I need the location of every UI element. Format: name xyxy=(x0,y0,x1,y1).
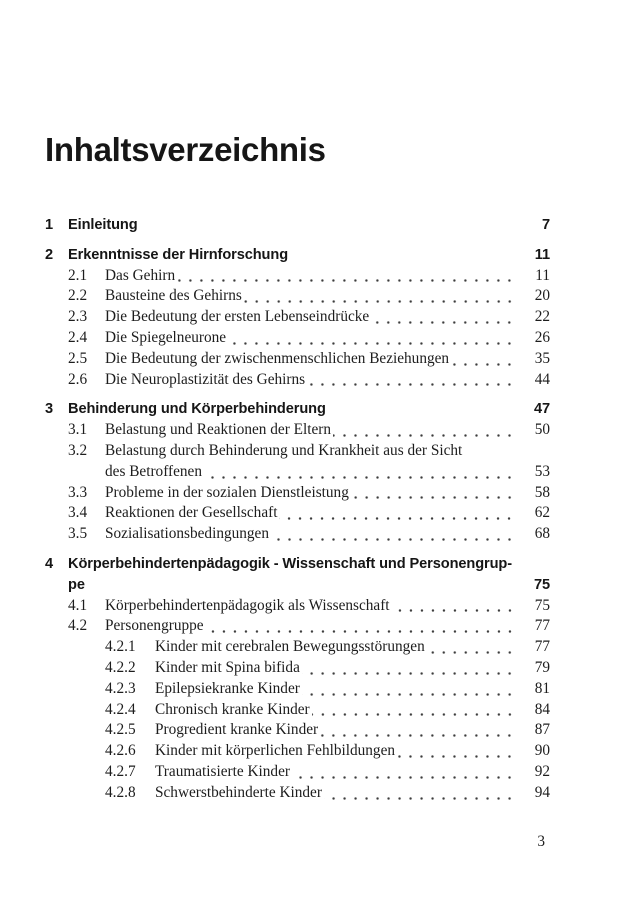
subsection-number: 4.2.3 xyxy=(105,679,136,697)
subsection-title: Progredient kranke Kinder xyxy=(155,721,319,739)
dot-leader xyxy=(244,286,516,307)
chapter-title: Behinderung und Körperbehinderung xyxy=(68,401,326,418)
dot-leader xyxy=(312,700,516,721)
chapter-page-number: 75 xyxy=(533,576,550,593)
dot-leader xyxy=(302,679,516,700)
dot-leader xyxy=(371,307,516,328)
section-title: Sozialisationsbedingungen xyxy=(105,525,269,543)
subsection-title: Kinder mit körperlichen Fehlbildungen xyxy=(155,742,396,760)
section-title: Körperbehindertenpädagogik als Wissenschaft xyxy=(105,596,390,614)
subsection-row xyxy=(45,762,550,783)
dot-leader xyxy=(324,783,516,804)
dot-leader xyxy=(271,524,516,545)
dot-leader xyxy=(333,420,516,441)
subsection-row xyxy=(45,658,550,679)
subsection-number: 4.2.2 xyxy=(105,658,136,676)
section-title: Bausteine des Gehirns xyxy=(105,287,242,305)
dot-leader xyxy=(320,720,516,741)
subsection-number: 4.2.6 xyxy=(105,742,136,760)
document-page xyxy=(45,0,550,804)
section-page-number: 62 xyxy=(534,504,550,522)
subsection-title: Kinder mit Spina bifida xyxy=(155,658,300,676)
chapter-row-continuation xyxy=(45,575,550,596)
subsection-row xyxy=(45,679,550,700)
chapter-number: 3 xyxy=(45,401,54,418)
section-row xyxy=(45,441,550,462)
dot-leader xyxy=(427,637,516,658)
section-title: Personengruppe xyxy=(105,617,204,635)
subsection-page-number: 87 xyxy=(534,721,550,739)
dot-leader xyxy=(451,349,516,370)
section-number: 2.2 xyxy=(68,287,88,305)
section-page-number: 68 xyxy=(534,525,550,543)
section-number: 2.1 xyxy=(68,266,88,284)
section-page-number: 22 xyxy=(534,308,550,326)
chapter-row xyxy=(45,245,550,266)
section-row xyxy=(45,286,550,307)
section-number: 3.1 xyxy=(68,421,88,439)
section-page-number: 20 xyxy=(534,287,550,305)
page-title: Inhaltsverzeichnis xyxy=(45,131,326,168)
chapter-number: 4 xyxy=(45,555,54,572)
section-title: Belastung durch Behinderung und Krankheit aus der Sicht xyxy=(105,441,463,459)
subsection-number: 4.2.4 xyxy=(105,700,136,718)
section-title: Probleme in der sozialen Dienstleistung xyxy=(105,483,349,501)
subsection-title: Chronisch kranke Kinder xyxy=(155,700,310,718)
dot-leader xyxy=(307,370,516,391)
section-number: 2.5 xyxy=(68,349,88,367)
section-row xyxy=(45,503,550,524)
subsection-number: 4.2.8 xyxy=(105,783,136,801)
toc xyxy=(45,167,550,804)
toc-chapter-1 xyxy=(45,215,550,236)
dot-leader xyxy=(228,328,516,349)
section-page-number: 75 xyxy=(534,596,550,614)
section-page-number: 35 xyxy=(534,349,550,367)
chapter-row xyxy=(45,554,550,575)
section-row xyxy=(45,328,550,349)
chapter-page-number: 7 xyxy=(541,217,550,233)
section-row xyxy=(45,524,550,545)
subsection-title: Kinder mit cerebralen Bewegungsstörungen xyxy=(155,638,425,656)
section-row xyxy=(45,307,550,328)
subsection-page-number: 92 xyxy=(534,762,550,780)
section-number: 3.3 xyxy=(68,483,88,501)
subsection-row xyxy=(45,720,550,741)
section-page-number: 26 xyxy=(534,328,550,346)
section-row xyxy=(45,616,550,637)
section-number: 2.3 xyxy=(68,308,88,326)
section-title: Die Bedeutung der ersten Lebenseindrücke xyxy=(105,308,370,326)
subsection-page-number: 79 xyxy=(534,658,550,676)
section-row xyxy=(45,266,550,287)
chapter-row xyxy=(45,399,550,420)
subsection-page-number: 94 xyxy=(534,783,550,801)
dot-leader xyxy=(206,616,516,637)
section-number: 4.2 xyxy=(68,617,88,635)
subsection-page-number: 81 xyxy=(534,679,550,697)
section-number: 2.4 xyxy=(68,328,88,346)
dot-leader xyxy=(177,266,516,287)
section-number: 3.2 xyxy=(68,441,88,459)
dot-leader xyxy=(392,596,516,617)
subsection-number: 4.2.1 xyxy=(105,638,136,656)
section-row xyxy=(45,420,550,441)
subsection-page-number: 77 xyxy=(534,638,550,656)
subsection-page-number: 84 xyxy=(534,700,550,718)
dot-leader xyxy=(397,741,516,762)
subsection-row xyxy=(45,700,550,721)
section-title: Die Spiegelneurone xyxy=(105,328,227,346)
subsection-row xyxy=(45,783,550,804)
chapter-page-number: 11 xyxy=(534,246,550,263)
section-number: 4.1 xyxy=(68,596,88,614)
dot-leader xyxy=(292,762,516,783)
section-title: Belastung und Reaktionen der Eltern xyxy=(105,421,331,439)
section-row xyxy=(45,483,550,504)
section-row xyxy=(45,370,550,391)
subsection-page-number: 90 xyxy=(534,742,550,760)
dot-leader xyxy=(204,462,516,483)
section-number: 2.6 xyxy=(68,370,88,388)
subsection-row xyxy=(45,637,550,658)
section-page-number: 77 xyxy=(534,617,550,635)
chapter-title: Körperbehindertenpädagogik - Wissenschaft und Personengrup- xyxy=(68,555,512,572)
chapter-number: 2 xyxy=(45,246,54,263)
chapter-title-continuation: pe xyxy=(68,576,85,593)
section-page-number: 58 xyxy=(534,483,550,501)
chapter-title: Erkenntnisse der Hirnforschung xyxy=(68,246,289,263)
section-title: Die Neuroplastizität des Gehirns xyxy=(105,370,306,388)
subsection-title: Schwerstbehinderte Kinder xyxy=(155,783,322,801)
toc-chapter-4 xyxy=(45,554,550,804)
toc-chapter-3 xyxy=(45,399,550,545)
chapter-row xyxy=(45,215,550,236)
subsection-row xyxy=(45,741,550,762)
section-title: Das Gehirn xyxy=(105,266,176,284)
section-page-number: 53 xyxy=(534,462,550,480)
section-page-number: 44 xyxy=(534,370,550,388)
subsection-number: 4.2.5 xyxy=(105,721,136,739)
chapter-page-number: 47 xyxy=(533,401,550,418)
section-title: Die Bedeutung der zwischenmenschlichen Beziehungen xyxy=(105,349,450,367)
section-row xyxy=(45,596,550,617)
section-title: Reaktionen der Gesellschaft xyxy=(105,504,278,522)
dot-leader xyxy=(351,483,516,504)
section-number: 3.5 xyxy=(68,525,88,543)
dot-leader xyxy=(279,503,516,524)
subsection-title: Traumatisierte Kinder xyxy=(155,762,290,780)
subsection-title: Epilepsiekranke Kinder xyxy=(155,679,300,697)
section-row xyxy=(45,349,550,370)
section-page-number: 50 xyxy=(534,421,550,439)
section-number: 3.4 xyxy=(68,504,88,522)
chapter-title: Einleitung xyxy=(68,217,138,233)
dot-leader xyxy=(302,658,516,679)
section-title-continuation: des Betroffenen xyxy=(105,462,202,480)
page-number-footer: 3 xyxy=(537,833,545,850)
subsection-number: 4.2.7 xyxy=(105,762,136,780)
chapter-number: 1 xyxy=(45,217,54,233)
section-row-continuation xyxy=(45,462,550,483)
section-page-number: 11 xyxy=(535,266,550,284)
toc-chapter-2 xyxy=(45,245,550,391)
